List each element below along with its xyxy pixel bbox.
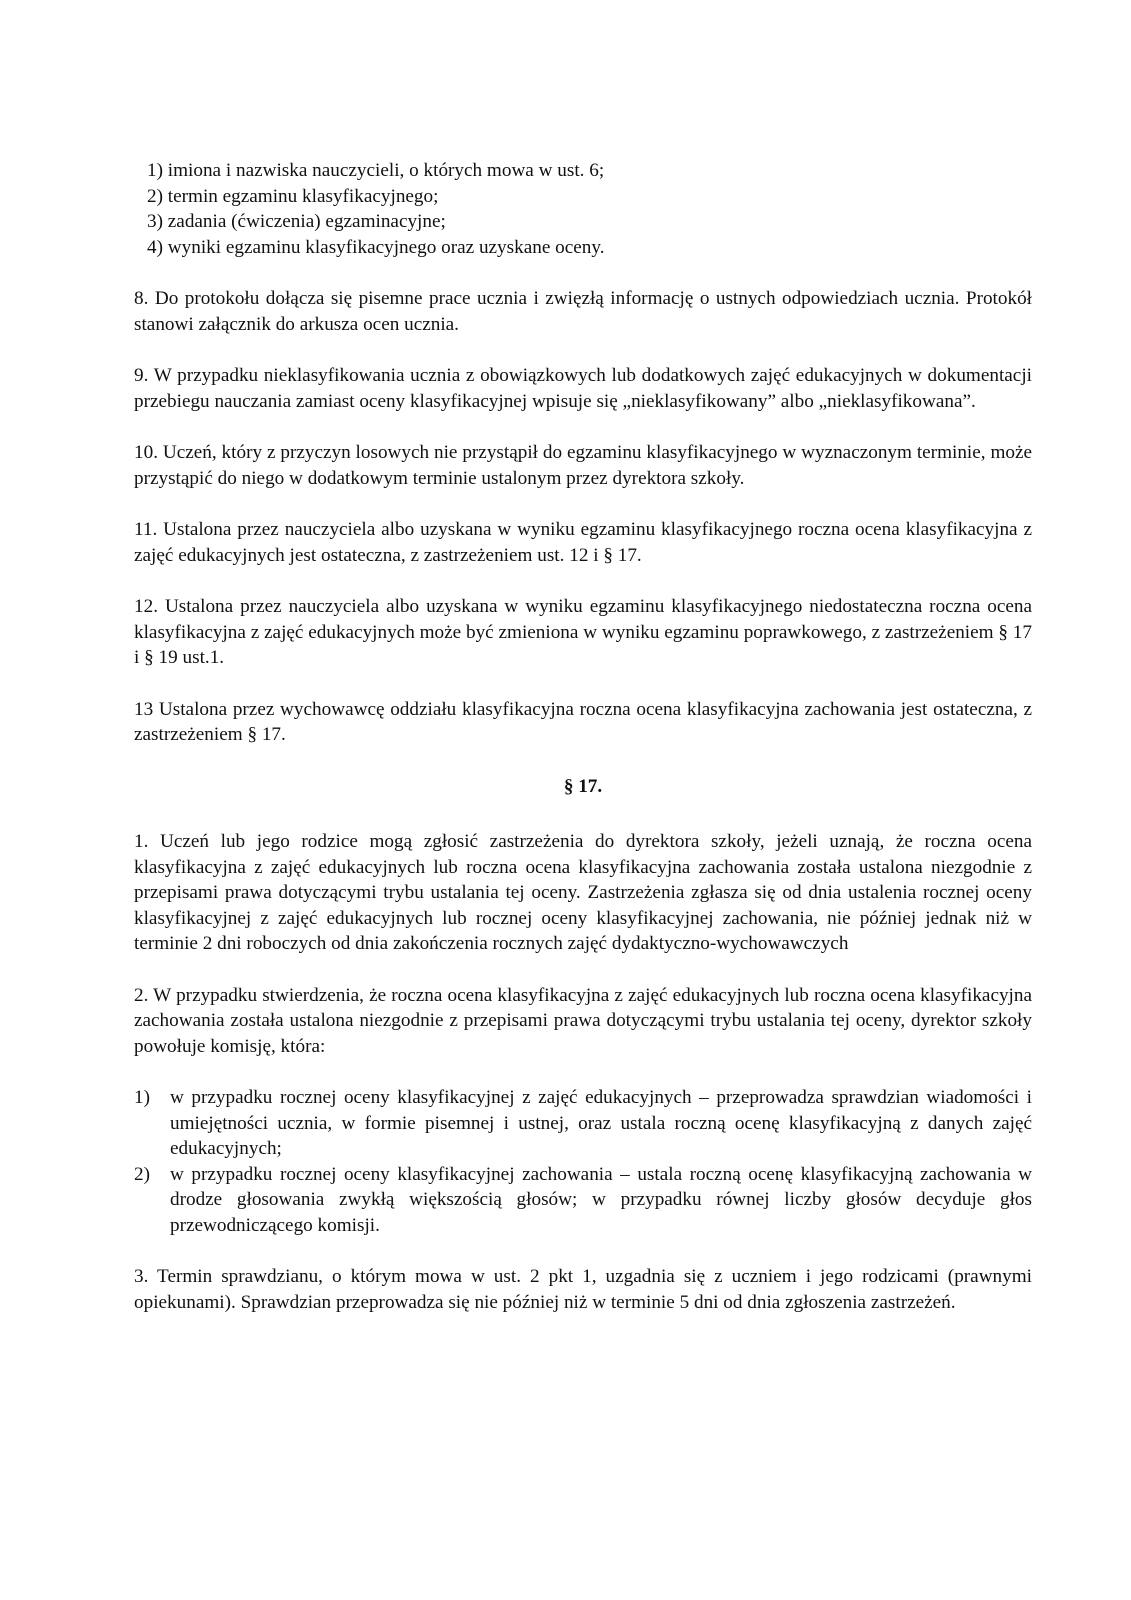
list-item: 1) imiona i nazwiska nauczycieli, o których mowa w ust. 6; — [147, 160, 605, 181]
document-page — [134, 158, 1032, 1341]
list-item — [134, 1162, 1032, 1239]
list-item: 4) wyniki egzaminu klasyfikacyjnego oraz uzyskane oceny. — [147, 236, 605, 258]
list-item-text: w przypadku rocznej oceny klasyfikacyjnej z zajęć edukacyjnych – przeprowadza sprawdzian wiadomości i umiejętności ucznia, w formie pisemnej i ustnej, oraz ustala roczną ocenę klasyfikacyjną z danych zajęć edukacyjnych; — [170, 1087, 1032, 1159]
paragraph-8: 8. Do protokołu dołącza się pisemne prace ucznia i zwięzłą informację o ustnych odpowiedziach ucznia. Protokół stanowi załącznik do arkusza ocen ucznia. — [134, 288, 1032, 335]
list-item-number: 2) — [134, 1163, 150, 1185]
paragraph-17-2: 2. W przypadku stwierdzenia, że roczna ocena klasyfikacyjna z zajęć edukacyjnych lub roczna ocena klasyfikacyjna zachowania została ustalona niezgodnie z przepisami prawa dotyczącymi trybu ustalania tej oceny, dyrektor szkoły powołuje komisję, która: — [134, 984, 1032, 1057]
list-item — [134, 1085, 1032, 1162]
protocol-contents-list — [134, 158, 1032, 260]
paragraph-17-1: 1. Uczeń lub jego rodzice mogą zgłosić zastrzeżenia do dyrektora szkoły, jeżeli uznają, że roczna ocena klasyfikacyjna z zajęć edukacyjnych lub roczna ocena klasyfikacyjna zachowania została ustalona niezgodnie z przepisami prawa dotyczącymi trybu ustalania tej oceny. Zastrzeżenia zgłasza się od dnia ustalenia rocznej oceny klasyfikacyjnej z zajęć edukacyjnych lub rocznej oceny klasyfikacyjnej zachowania, nie później jednak niż w terminie 2 dni roboczych od dnia zakończenia rocznych zajęć dydaktyczno-wychowawczych — [134, 831, 1032, 954]
list-item: 3) zadania (ćwiczenia) egzaminacyjne; — [147, 211, 446, 232]
paragraph-17-3: 3. Termin sprawdzianu, o którym mowa w ust. 2 pkt 1, uzgadnia się z uczniem i jego rodzicami (prawnymi opiekunami). Sprawdzian przeprowadza się nie później niż w terminie 5 dni od dnia zgłoszenia zastrzeżeń. — [134, 1266, 1032, 1313]
paragraph-13: 13 Ustalona przez wychowawcę oddziału klasyfikacyjna roczna ocena klasyfikacyjna zachowania jest ostateczna, z zastrzeżeniem § 17. — [134, 698, 1032, 745]
list-item: 2) termin egzaminu klasyfikacyjnego; — [147, 185, 439, 207]
commission-duties-list — [134, 1085, 1032, 1238]
paragraph-9: 9. W przypadku nieklasyfikowania ucznia z obowiązkowych lub dodatkowych zajęć edukacyjnych w dokumentacji przebiegu nauczania zamiast oceny klasyfikacyjnej wpisuje się „nieklasyfikowany” albo „nieklasyfikowana”. — [134, 365, 1032, 412]
section-heading: § 17. — [563, 775, 603, 797]
list-item-text: w przypadku rocznej oceny klasyfikacyjnej zachowania – ustala roczną ocenę klasyfikacyjną zachowania w drodze głosowania zwykłą większością głosów; w przypadku równej liczby głosów decyduje głos przewodniczącego komisji. — [170, 1163, 1032, 1236]
list-item-number: 1) — [134, 1087, 150, 1108]
paragraph-12: 12. Ustalona przez nauczyciela albo uzyskana w wyniku egzaminu klasyfikacyjnego niedostateczna roczna ocena klasyfikacyjna z zajęć edukacyjnych może być zmieniona w wyniku egzaminu poprawkowego, z zastrzeżeniem § 17 i § 19 ust.1. — [134, 596, 1032, 668]
paragraph-10: 10. Uczeń, który z przyczyn losowych nie przystąpił do egzaminu klasyfikacyjnego w wyznaczonym terminie, może przystąpić do niego w dodatkowym terminie ustalonym przez dyrektora szkoły. — [134, 442, 1032, 489]
paragraph-11: 11. Ustalona przez nauczyciela albo uzyskana w wyniku egzaminu klasyfikacyjnego roczna ocena klasyfikacyjna z zajęć edukacyjnych jest ostateczna, z zastrzeżeniem ust. 12 i § 17. — [134, 519, 1032, 566]
